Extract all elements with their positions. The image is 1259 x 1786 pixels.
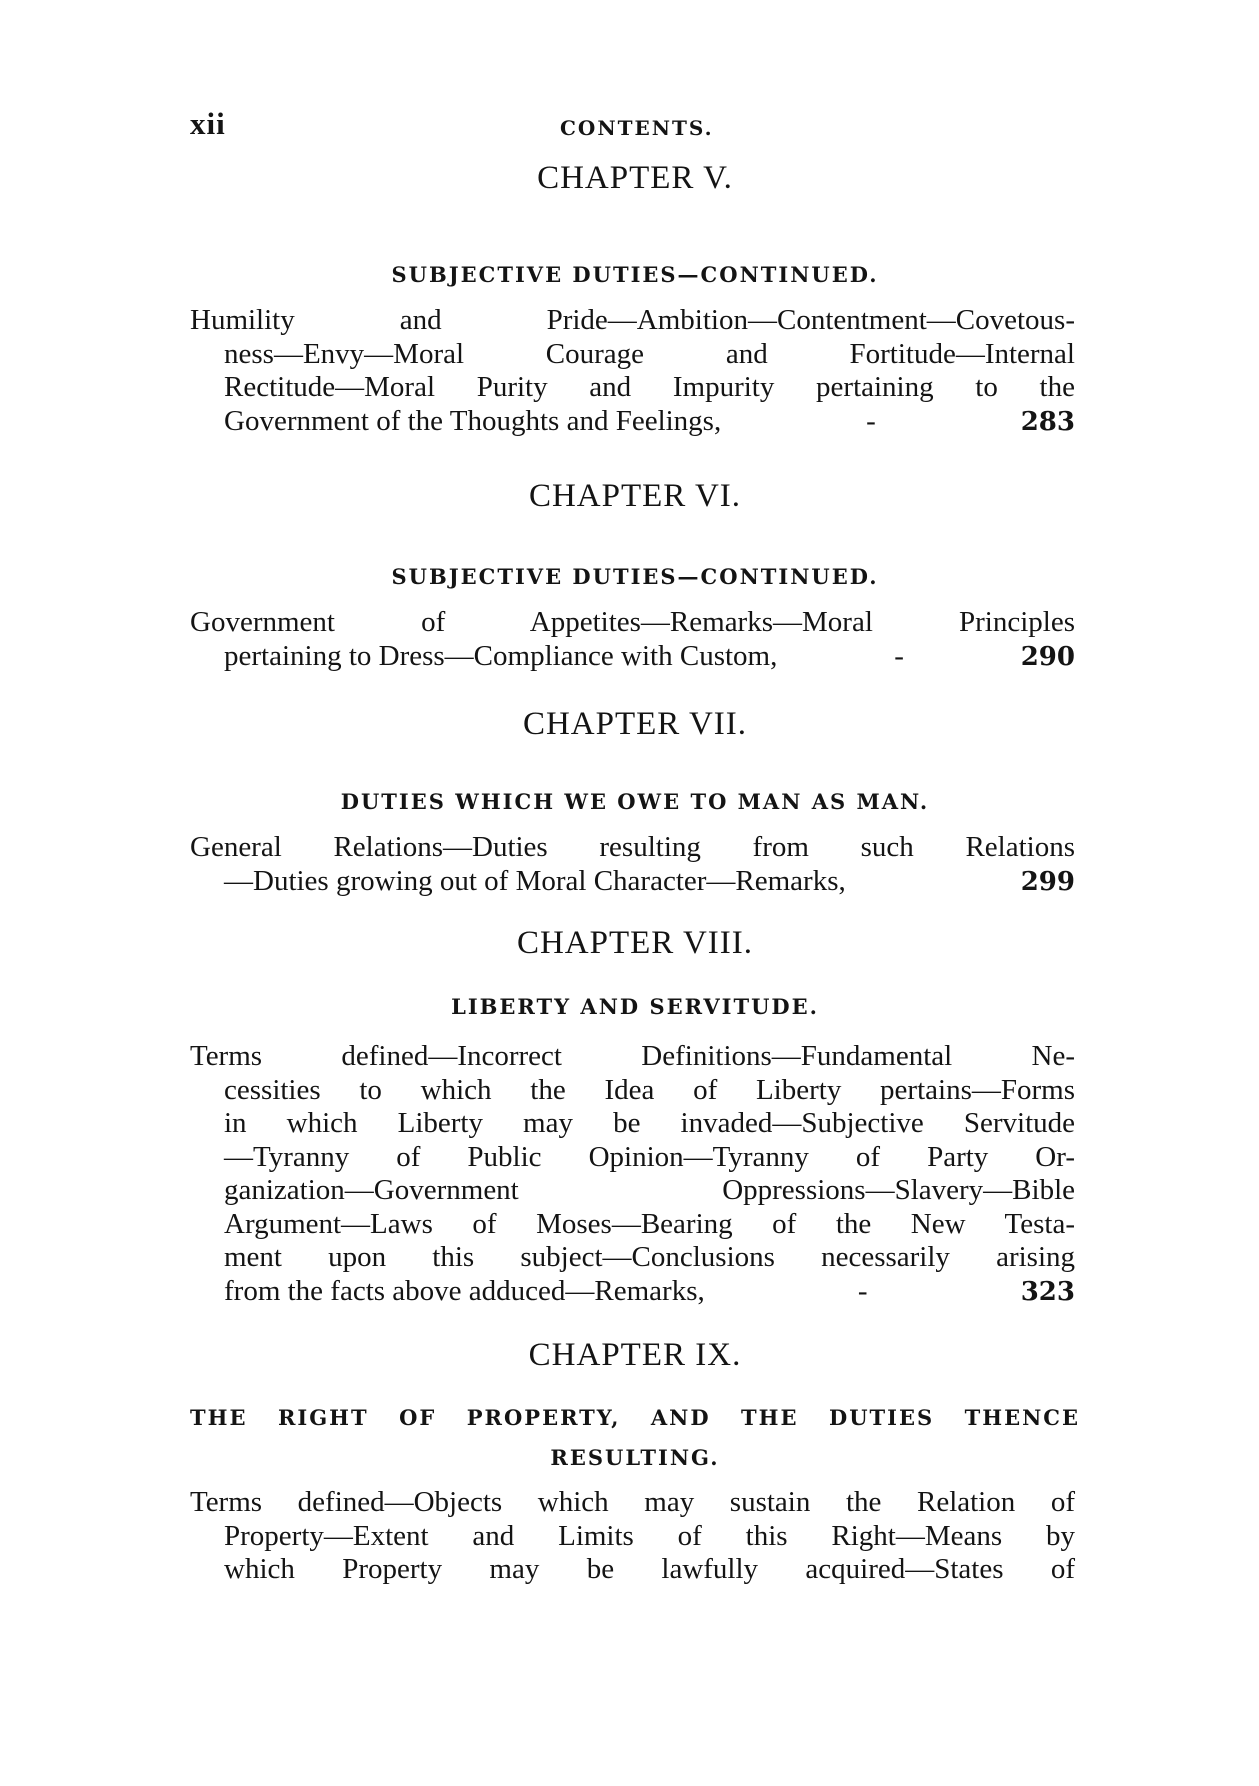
summary-line: Property—Extent and Limits of this Right—Means by xyxy=(224,1519,1075,1552)
chapter-summary xyxy=(190,1486,1075,1587)
leader-dash: - xyxy=(894,639,904,672)
summary-line: which Property may be lawfully acquired—States of xyxy=(224,1553,1075,1585)
chapter-summary xyxy=(190,606,1075,674)
summary-line: Rectitude—Moral Purity and Impurity pertaining to the xyxy=(224,371,1075,403)
chapter-summary xyxy=(190,831,1075,899)
leader-dash: - xyxy=(857,1274,868,1307)
page-number: 323 xyxy=(1020,1276,1075,1307)
summary-final-line xyxy=(190,1275,1075,1310)
summary-line: cessities to which the Idea of Liberty pertains—Forms xyxy=(224,1073,1075,1106)
chapter-heading: CHAPTER VI. xyxy=(528,478,742,514)
page-folio: xii xyxy=(190,106,226,141)
summary-final-line xyxy=(190,640,1075,675)
running-header xyxy=(190,106,1080,146)
chapter-summary xyxy=(190,304,1075,439)
chapter-heading: CHAPTER VII. xyxy=(522,706,748,742)
summary-line: Government of Appetites—Remarks—Moral Principles xyxy=(190,606,1075,638)
summary-line: Terms defined—Objects which may sustain the Relation of xyxy=(190,1486,1075,1518)
summary-line: —Tyranny of Public Opinion—Tyranny of Party Or- xyxy=(224,1140,1075,1173)
summary-line: pertaining to Dress—Compliance with Custom, xyxy=(224,639,778,672)
summary-line: ness—Envy—Moral Courage and Fortitude—Internal xyxy=(224,337,1075,370)
page-number: 290 xyxy=(1020,641,1075,672)
leader-dash: - xyxy=(866,404,876,437)
chapter-heading: CHAPTER V. xyxy=(537,160,733,196)
running-title: CONTENTS. xyxy=(560,116,714,140)
summary-line: Humility and Pride—Ambition—Contentment—Covetous- xyxy=(190,304,1075,336)
chapter-subtitle: SUBJECTIVE DUTIES—CONTINUED. xyxy=(391,564,879,589)
chapter-subtitle: SUBJECTIVE DUTIES—CONTINUED. xyxy=(391,262,879,287)
summary-line: Argument—Laws of Moses—Bearing of the New Testa- xyxy=(224,1207,1075,1240)
page-number: 299 xyxy=(1020,866,1075,897)
chapter-subtitle: LIBERTY AND SERVITUDE. xyxy=(451,994,819,1019)
summary-line: Government of the Thoughts and Feelings, xyxy=(224,404,722,437)
chapter-summary xyxy=(190,1040,1075,1309)
summary-final-line xyxy=(190,405,1075,440)
chapter-heading: CHAPTER VIII. xyxy=(516,925,754,961)
chapter-heading: CHAPTER IX. xyxy=(528,1337,742,1373)
summary-line: General Relations—Duties resulting from such Relations xyxy=(190,831,1075,863)
chapter-subtitle: DUTIES WHICH WE OWE TO MAN AS MAN. xyxy=(340,789,930,814)
summary-line: in which Liberty may be invaded—Subjective Servitude xyxy=(224,1107,1075,1139)
summary-line: ment upon this subject—Conclusions necessarily arising xyxy=(224,1241,1075,1273)
summary-final-line xyxy=(190,865,1075,900)
page-number: 283 xyxy=(1020,406,1075,437)
summary-line: ganization—Government Oppressions—Slavery—Bible xyxy=(224,1174,1075,1206)
chapter-subtitle: THE RIGHT OF PROPERTY, AND THE DUTIES THENCE RESULTING. xyxy=(190,1405,1080,1470)
summary-line: from the facts above adduced—Remarks, xyxy=(224,1274,705,1307)
summary-line: Terms defined—Incorrect Definitions—Fundamental Ne- xyxy=(190,1040,1075,1072)
summary-line: —Duties growing out of Moral Character—Remarks, xyxy=(224,864,846,897)
